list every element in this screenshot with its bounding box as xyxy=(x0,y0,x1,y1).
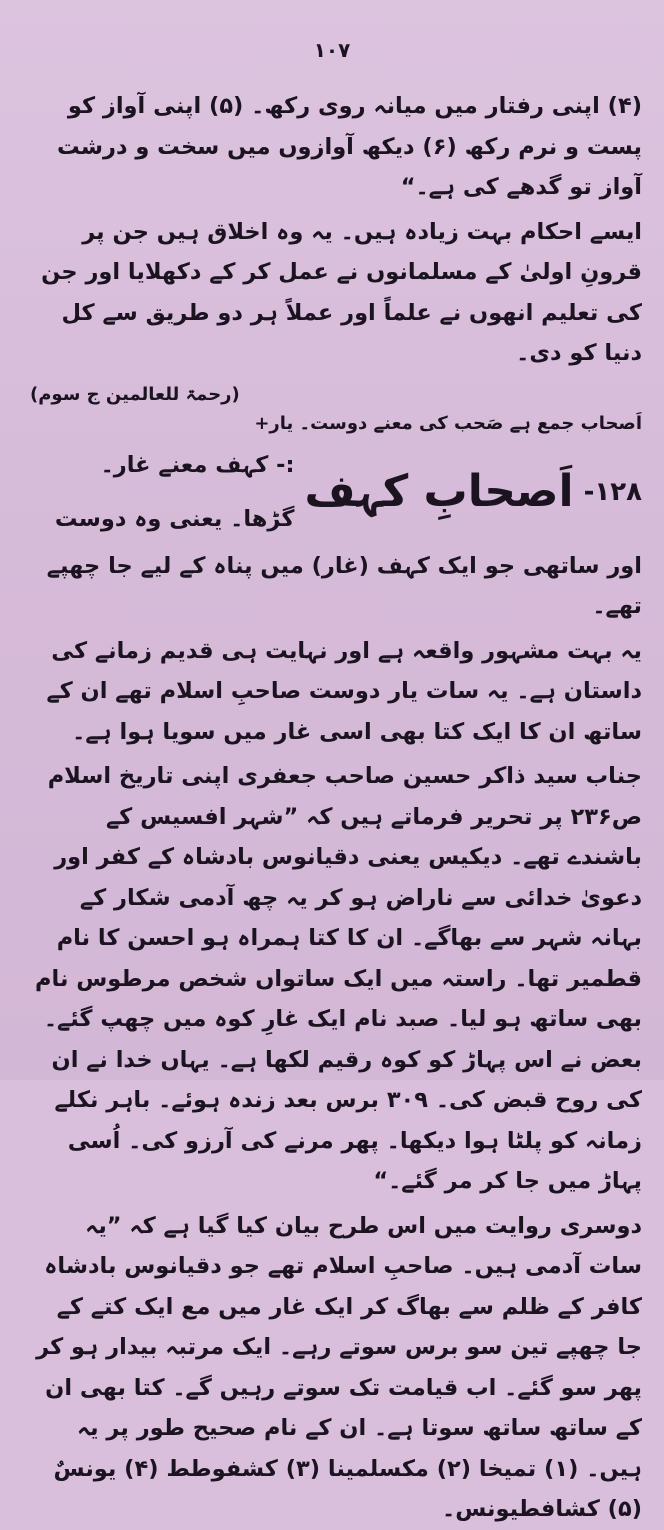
paragraph-6: دوسری روایت میں اس طرح بیان کیا گیا ہے کہ ”یہ سات آدمی ہیں۔ صاحبِ اسلام تھے جو دقیانوس بادشاہ کافر کے ظلم سے بھاگ کر ایک غار میں مع ایک کتے کے جا چھپے تین سو برس سوتے رہے۔ ایک مرتبہ بیدار ہو کر پھر سو گئے۔ اب قیامت تک سوتے رہیں گے۔ کتا بھی ان کے ساتھ ساتھ سوتا ہے۔ ان کے نام صحیح طور پر یہ ہیں۔ (۱) تمیخا (۲) مکسلمینا (۳) کشفوطط (۴) یونسٌ (۵) کشافطیونس۔ xyxy=(36,1212,642,1522)
heading-number: ۱۲۸- xyxy=(583,476,642,507)
heading-note: اَصحاب جمع ہے صَحب کی معنے دوست۔ یار+ xyxy=(254,412,642,434)
heading-description: :- کہف معنے غار۔ گڑھا۔ یعنی وہ دوست xyxy=(54,451,295,532)
section-heading xyxy=(30,412,642,546)
paragraph-4: یہ بہت مشہور واقعہ ہے اور نہایت ہی قدیم زمانے کی داستان ہے۔ یہ سات یار دوست صاحبِ اسلام تھے ان کے ساتھ ان کا ایک کتا بھی اسی غار میں سویا ہوا ہے۔ xyxy=(46,637,642,745)
paragraph-1: (۴) اپنی رفتار میں میانہ روی رکھ۔ (۵) اپنی آواز کو پست و نرم رکھ (۶) دیکھ آوازوں میں سخت و درشت آواز تو گدھے کی ہے۔“ xyxy=(57,93,642,200)
paragraph-2: ایسے احکام بہت زیادہ ہیں۔ یہ وہ اخلاق ہیں جن پر قرونِ اولیٰ کے مسلمانوں نے عمل کر کے دکھلایا اور جن کی تعلیم انھوں نے علماً اور عملاً ہر دو طریق سے کل دنیا کو دی۔ xyxy=(41,218,642,366)
paragraph-3: اور ساتھی جو ایک کہف (غار) میں پناہ کے لیے جا چھپے تھے۔ xyxy=(46,552,642,619)
page-number: ١٠٧ xyxy=(313,38,351,62)
heading-title: اَصحابِ کہف xyxy=(304,465,574,517)
page-body xyxy=(30,86,642,1530)
heading-line xyxy=(30,438,642,546)
paragraph-5: جناب سید ذاکر حسین صاحب جعفری اپنی تاریخ اسلام ص۲۳۶ پر تحریر فرماتے ہیں کہ ”شہر افسیس کے باشندے تھے۔ دیکیس یعنی دقیانوس بادشاہ کے کفر اور دعویٰ خدائی سے ناراض ہو کر یہ چھ آدمی شکار کے بہانہ شہر سے بھاگے۔ ان کا کتا ہمراہ ہو احسن کا نام قطمیر تھا۔ راستہ میں ایک ساتواں شخص مرطوس نام بھی ساتھ ہو لیا۔ صبد نام ایک غارِ کوہ میں چھپ گئے۔ بعض نے اس پہاڑ کو کوہ رقیم لکھا ہے۔ یہاں خدا نے ان کی روح قبض کی۔ ۳۰۹ برس بعد زندہ ہوئے۔ باہر نکلے زمانہ کو پلٹا ہوا دیکھا۔ پھر مرنے کی آرزو کی۔ اُسی پہاڑ میں جا کر مر گئے۔“ xyxy=(35,763,642,1194)
citation: (رحمۃ للعالمین ج سوم) xyxy=(30,383,240,405)
